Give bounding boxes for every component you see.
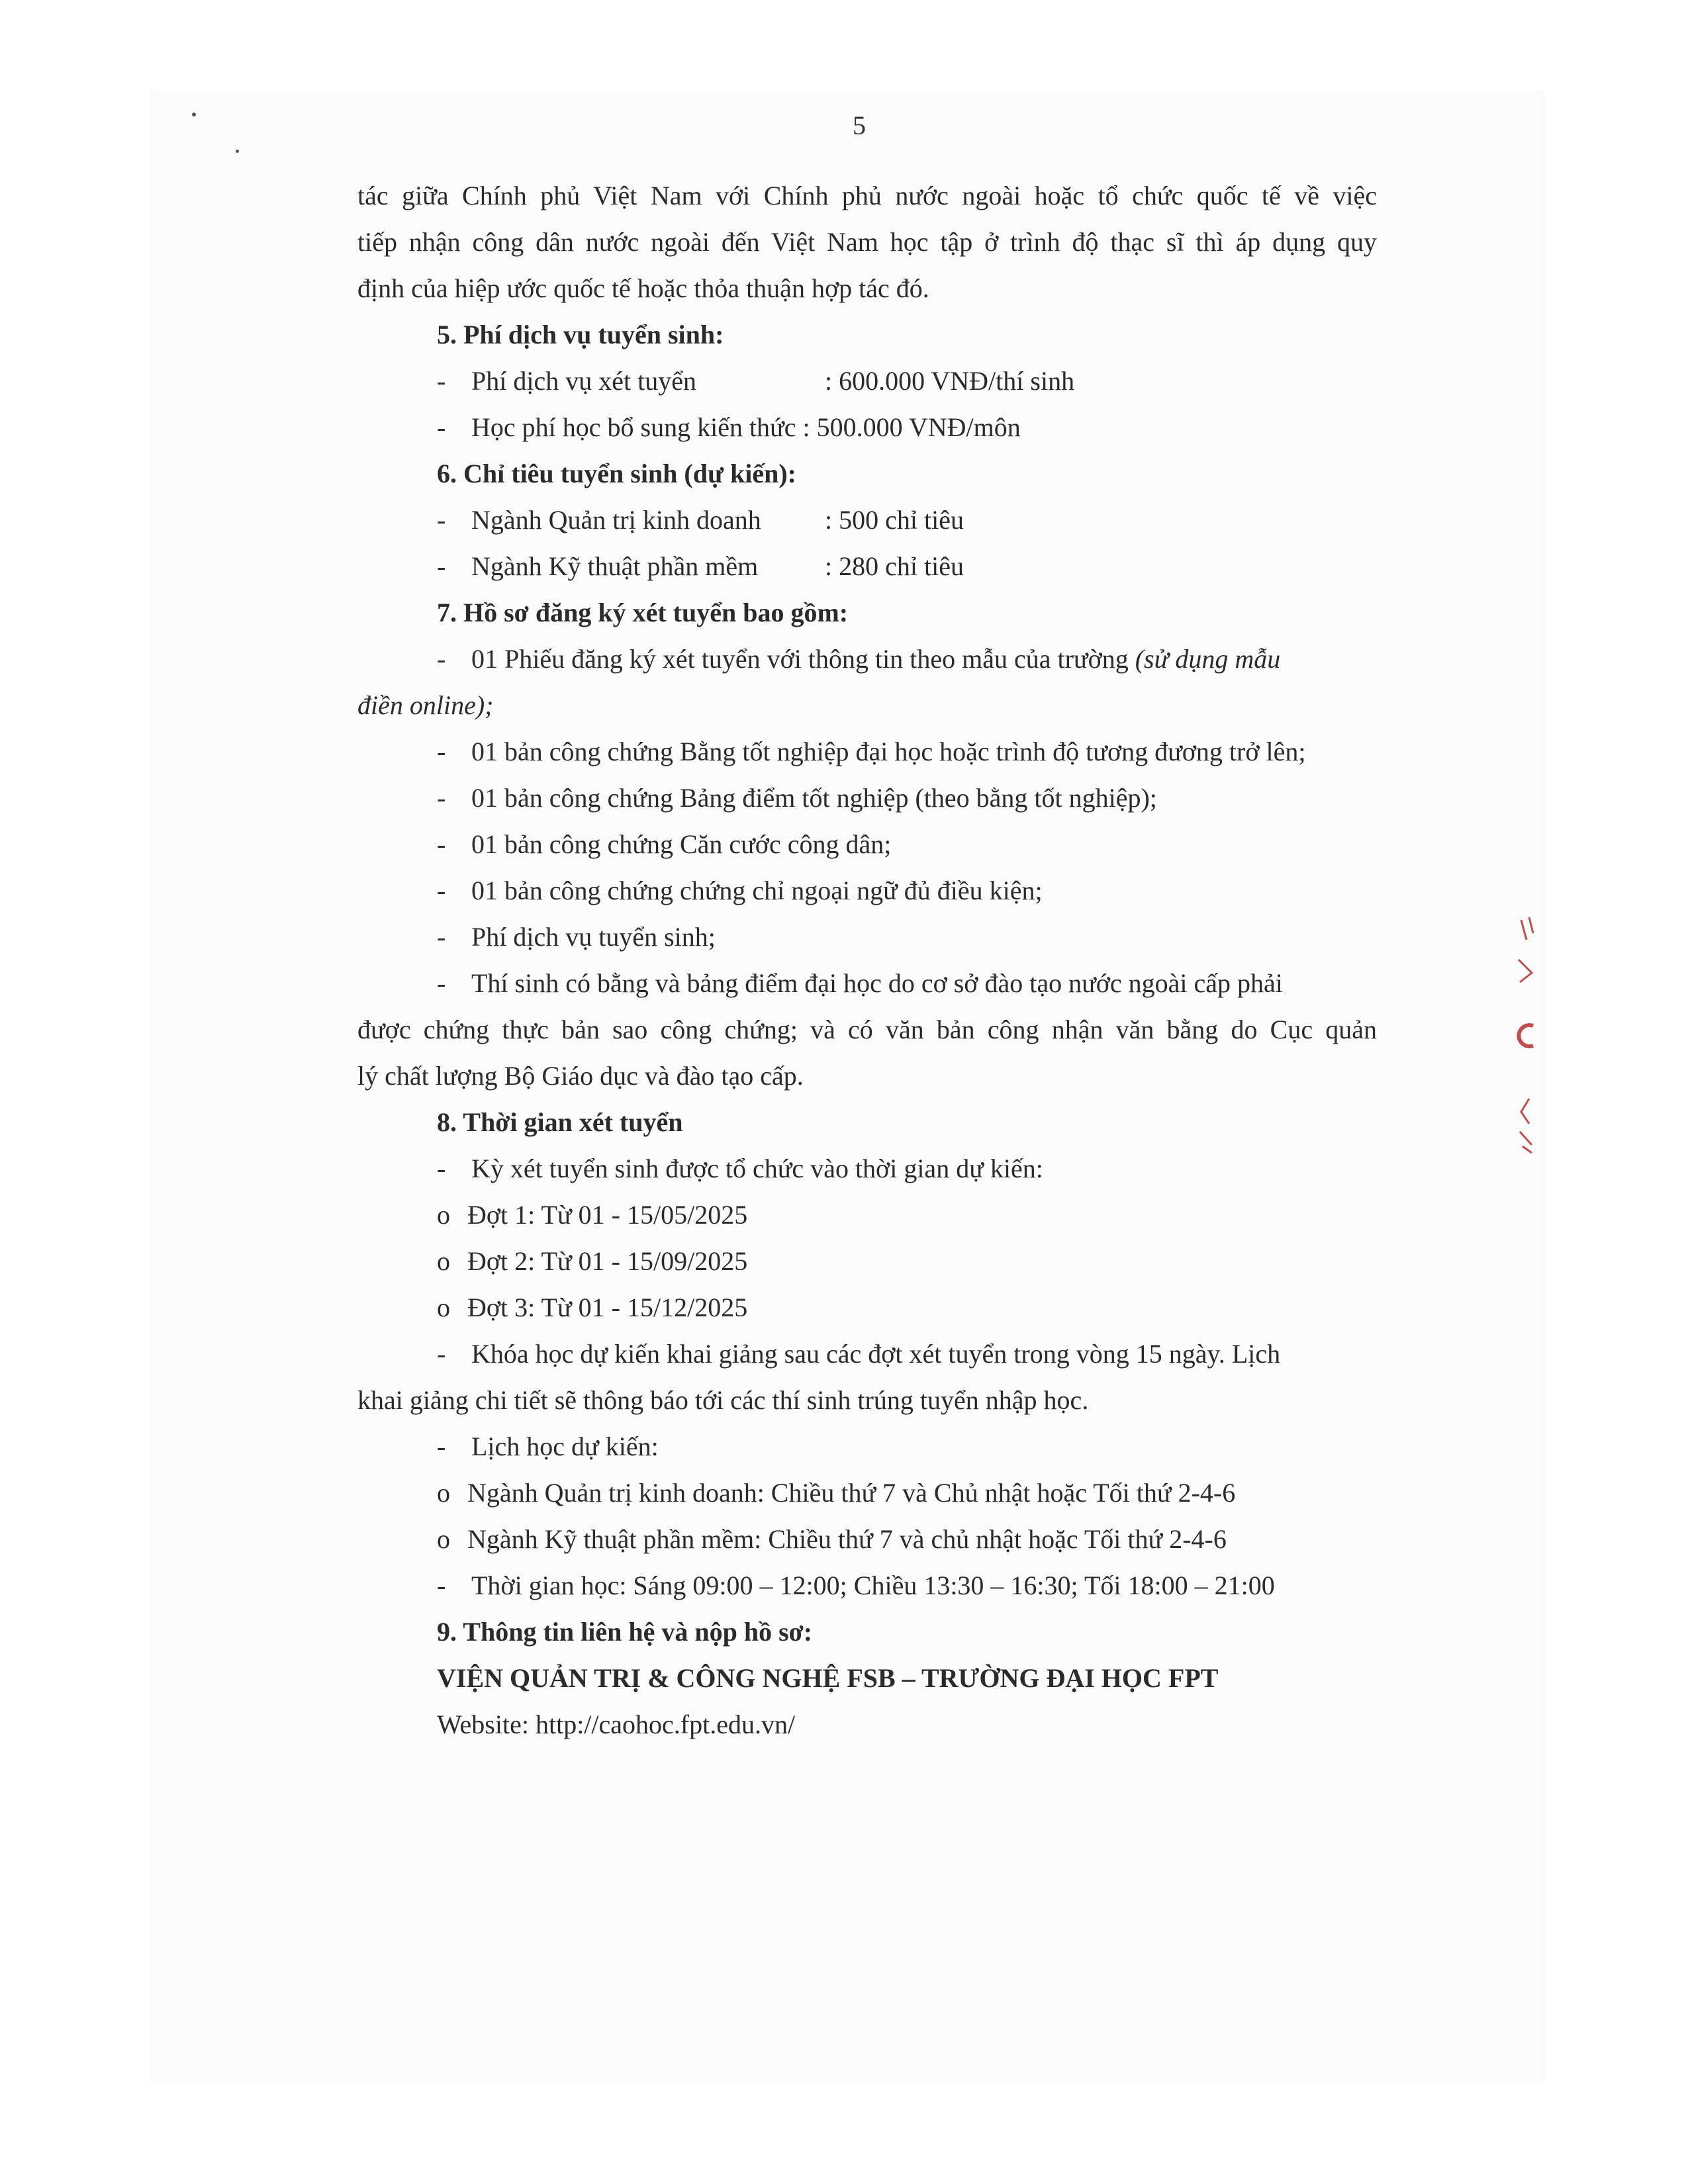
dash-bullet: - [437, 783, 446, 813]
section-heading: 9. Thông tin liên hệ và nộp hồ sơ: [437, 1617, 813, 1647]
item-text: 01 bản công chứng Bảng điểm tốt nghiệp (theo bằng tốt nghiệp); [471, 783, 1157, 813]
item-label: Ngành Quản trị kinh doanh [471, 505, 761, 535]
list-item [437, 1431, 659, 1463]
list-item [437, 1570, 1275, 1602]
dash-bullet: - [437, 644, 446, 674]
dash-bullet: - [437, 366, 446, 396]
item-text-italic: (sử dụng mẫu [1135, 644, 1281, 674]
item-text: Thí sinh có bằng và bảng điểm đại học do cơ sở đào tạo nước ngoài cấp phải [471, 968, 1283, 998]
item-text: Kỳ xét tuyển sinh được tổ chức vào thời gian dự kiến: [471, 1154, 1043, 1183]
list-item [437, 412, 1021, 443]
paragraph-line: lý chất lượng Bộ Giáo dục và đào tạo cấp. [357, 1061, 804, 1091]
list-item [437, 921, 716, 953]
item-value: : 500.000 VNĐ/môn [802, 412, 1021, 442]
item-label: Ngành Kỹ thuật phần mềm [471, 551, 759, 581]
paragraph-line: tác giữa Chính phủ Việt Nam với Chính phủ nước ngoài hoặc tổ chức quốc tế về việc [357, 181, 1377, 210]
scan-speck [192, 113, 196, 116]
item-text: Lịch học dự kiến: [471, 1432, 659, 1461]
scan-speck [236, 150, 239, 153]
circle-bullet-icon: o [437, 1200, 450, 1230]
dash-bullet: - [437, 1154, 446, 1183]
list-item [437, 551, 964, 582]
item-value: : 600.000 VNĐ/thí sinh [825, 366, 1075, 396]
dash-bullet: - [437, 1339, 446, 1369]
item-text: 01 bản công chứng Bằng tốt nghiệp đại học hoặc trình độ tương đương trở lên; [471, 737, 1306, 766]
list-item [437, 1153, 1043, 1185]
list-item [437, 643, 1280, 675]
list-item [437, 968, 1283, 999]
circle-bullet-icon: o [437, 1293, 450, 1322]
page-number: 5 [853, 111, 866, 140]
item-text: Đợt 2: Từ 01 - 15/09/2025 [467, 1246, 748, 1276]
item-label: Phí dịch vụ xét tuyển [471, 366, 696, 396]
paragraph-line: định của hiệp ước quốc tế hoặc thỏa thuận hợp tác đó. [357, 273, 929, 303]
circle-bullet-icon: o [437, 1524, 450, 1554]
dash-bullet: - [437, 876, 446, 905]
dash-bullet: - [437, 505, 446, 535]
list-item [437, 1338, 1280, 1370]
sub-list-item [437, 1246, 747, 1277]
item-text: Đợt 1: Từ 01 - 15/05/2025 [467, 1200, 748, 1230]
dash-bullet: - [437, 737, 446, 766]
list-item [437, 782, 1157, 814]
section-heading: 6. Chỉ tiêu tuyển sinh (dự kiến): [437, 459, 796, 488]
section-heading: 7. Hồ sơ đăng ký xét tuyển bao gồm: [437, 598, 849, 627]
circle-bullet-icon: o [437, 1246, 450, 1276]
paragraph-line: khai giảng chi tiết sẽ thông báo tới các thí sinh trúng tuyển nhập học. [357, 1385, 1089, 1415]
item-label: Học phí học bổ sung kiến thức [471, 412, 796, 442]
item-text: Ngành Quản trị kinh doanh: Chiều thứ 7 và Chủ nhật hoặc Tối thứ 2-4-6 [467, 1478, 1236, 1508]
list-item [437, 829, 891, 860]
dash-bullet: - [437, 551, 446, 581]
list-item [437, 365, 1074, 397]
list-item [437, 875, 1043, 907]
item-text-italic: điền online); [357, 690, 494, 720]
organization-name: VIỆN QUẢN TRỊ & CÔNG NGHỆ FSB – TRƯỜNG ĐẠI HỌC FPT [437, 1663, 1219, 1693]
sub-list-item [437, 1524, 1227, 1555]
dash-bullet: - [437, 1570, 446, 1600]
section-heading: 8. Thời gian xét tuyển [437, 1107, 683, 1137]
item-text: Đợt 3: Từ 01 - 15/12/2025 [467, 1293, 748, 1322]
sub-list-item [437, 1292, 747, 1324]
item-text: 01 bản công chứng chứng chỉ ngoại ngữ đủ điều kiện; [471, 876, 1043, 905]
stamp-fragment [1509, 913, 1542, 1165]
item-value: : 500 chỉ tiêu [825, 505, 964, 535]
paragraph-line: tiếp nhận công dân nước ngoài đến Việt Nam học tập ở trình độ thạc sĩ thì áp dụng quy [357, 227, 1377, 257]
item-text: 01 Phiếu đăng ký xét tuyển với thông tin theo mẫu của trường [471, 644, 1135, 674]
dash-bullet: - [437, 829, 446, 859]
dash-bullet: - [437, 922, 446, 952]
section-heading: 5. Phí dịch vụ tuyển sinh: [437, 320, 724, 349]
item-text: Thời gian học: Sáng 09:00 – 12:00; Chiều 13:30 – 16:30; Tối 18:00 – 21:00 [471, 1570, 1275, 1600]
item-text: Phí dịch vụ tuyển sinh; [471, 922, 716, 952]
paragraph-line: được chứng thực bản sao công chứng; và có văn bản công nhận văn bằng do Cục quản [357, 1015, 1377, 1044]
item-text: Ngành Kỹ thuật phần mềm: Chiều thứ 7 và chủ nhật hoặc Tối thứ 2-4-6 [467, 1524, 1227, 1554]
sub-list-item [437, 1199, 747, 1231]
dash-bullet: - [437, 968, 446, 998]
dash-bullet: - [437, 1432, 446, 1461]
website-line: Website: http://caohoc.fpt.edu.vn/ [437, 1709, 796, 1739]
list-item [437, 736, 1306, 768]
list-item-continuation [357, 690, 494, 721]
sub-list-item [437, 1477, 1235, 1509]
circle-bullet-icon: o [437, 1478, 450, 1508]
item-text: 01 bản công chứng Căn cước công dân; [471, 829, 892, 859]
dash-bullet: - [437, 412, 446, 442]
item-text: Khóa học dự kiến khai giảng sau các đợt xét tuyển trong vòng 15 ngày. Lịch [471, 1339, 1281, 1369]
list-item [437, 504, 964, 536]
item-value: : 280 chỉ tiêu [825, 551, 964, 581]
